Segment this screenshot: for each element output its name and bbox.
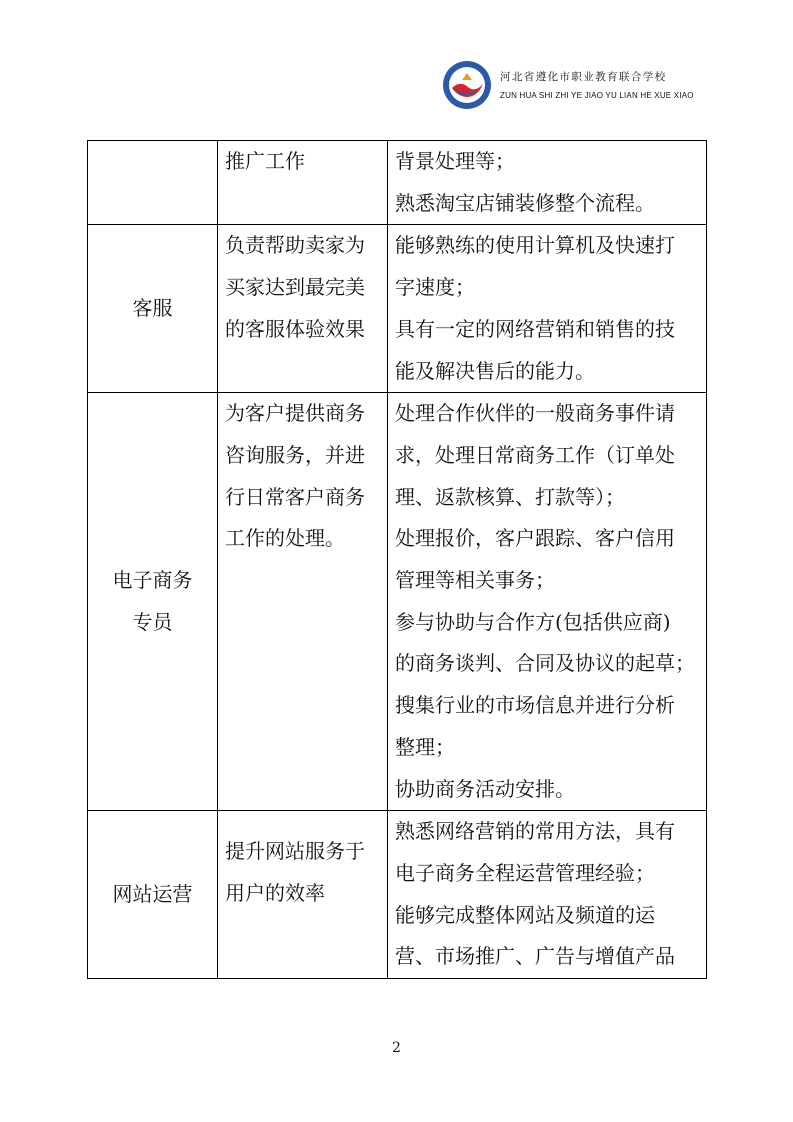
requirements-cell	[388, 393, 707, 811]
page-number: 2	[392, 1040, 401, 1056]
cell-text-line: 背景处理等；	[395, 149, 515, 173]
school-name-cn: 河北省遵化市职业教育联合学校	[500, 71, 667, 83]
cell-text-line: 字速度；	[395, 275, 475, 300]
cell-text-line: 用户的效率	[225, 880, 325, 905]
cell-text-line: 客服	[132, 295, 173, 320]
cell-text-line: 协助商务活动安排。	[395, 776, 575, 801]
cell-text-line: 参与协助与合作方(包括供应商)	[395, 609, 671, 634]
cell-text-line: 网站运营	[112, 881, 193, 906]
position-cell	[88, 225, 218, 393]
cell-text-line: 能及解决售后的能力。	[395, 358, 595, 383]
cell-text-line: 处理合作伙伴的一般商务事件请	[395, 401, 675, 426]
cell-text-line: 求，处理日常商务工作（订单处	[395, 442, 675, 467]
cell-text-line: 负责帮助卖家为	[225, 233, 365, 258]
cell-text-line: 的客服体验效果	[225, 316, 365, 341]
cell-text-line: 推广工作	[225, 149, 305, 173]
cell-text-line: 为客户提供商务	[225, 401, 365, 426]
cell-text-line: 具有一定的网络营销和销售的技	[395, 316, 675, 341]
cell-text-line: 行日常客户商务	[225, 484, 365, 509]
cell-text-line: 电子商务	[112, 568, 193, 593]
cell-text-line: 处理报价，客户跟踪、客户信用	[395, 526, 675, 551]
cell-text-line: 能够熟练的使用计算机及快速打	[395, 233, 675, 258]
cell-text-line: 电子商务全程运营管理经验；	[395, 860, 655, 885]
position-cell	[88, 393, 218, 811]
cell-text-line: 咨询服务，并进	[225, 442, 365, 467]
school-logo-icon	[442, 60, 492, 110]
cell-text-line: 专员	[132, 609, 173, 634]
page-header	[442, 60, 742, 116]
cell-text-line: 营、市场推广、广告与增值产品	[395, 944, 675, 969]
job-table-body	[88, 141, 707, 979]
duty-cell	[218, 393, 388, 811]
duty-cell	[218, 225, 388, 393]
school-name-en: ZUN HUA SHI ZHI YE JIAO YU LIAN HE XUE XIAO	[500, 91, 694, 100]
duty-cell	[218, 811, 388, 979]
cell-text-line: 熟悉淘宝店铺装修整个流程。	[395, 190, 655, 215]
table-row	[88, 393, 707, 811]
position-cell	[88, 811, 218, 979]
requirements-cell	[388, 811, 707, 979]
table-row	[88, 811, 707, 979]
requirements-cell	[388, 141, 707, 225]
cell-text-line: 熟悉网络营销的常用方法，具有	[395, 819, 675, 844]
cell-text-line: 管理等相关事务；	[395, 568, 555, 593]
requirements-cell	[388, 225, 707, 393]
table-row	[88, 225, 707, 393]
duty-cell	[218, 141, 388, 225]
cell-text-line: 能够完成整体网站及频道的运	[395, 902, 655, 927]
cell-text-line: 整理；	[395, 734, 455, 759]
cell-text-line: 工作的处理。	[225, 526, 345, 551]
position-cell	[88, 141, 218, 225]
job-table	[87, 140, 707, 979]
cell-text-line: 的商务谈判、合同及协议的起草；	[395, 651, 695, 676]
cell-text-line: 理、返款核算、打款等）；	[395, 484, 625, 509]
table-row	[88, 141, 707, 225]
cell-text-line: 搜集行业的市场信息并进行分析	[395, 693, 675, 718]
cell-text-line: 提升网站服务于	[225, 839, 365, 864]
cell-text-line: 买家达到最完美	[225, 275, 365, 300]
